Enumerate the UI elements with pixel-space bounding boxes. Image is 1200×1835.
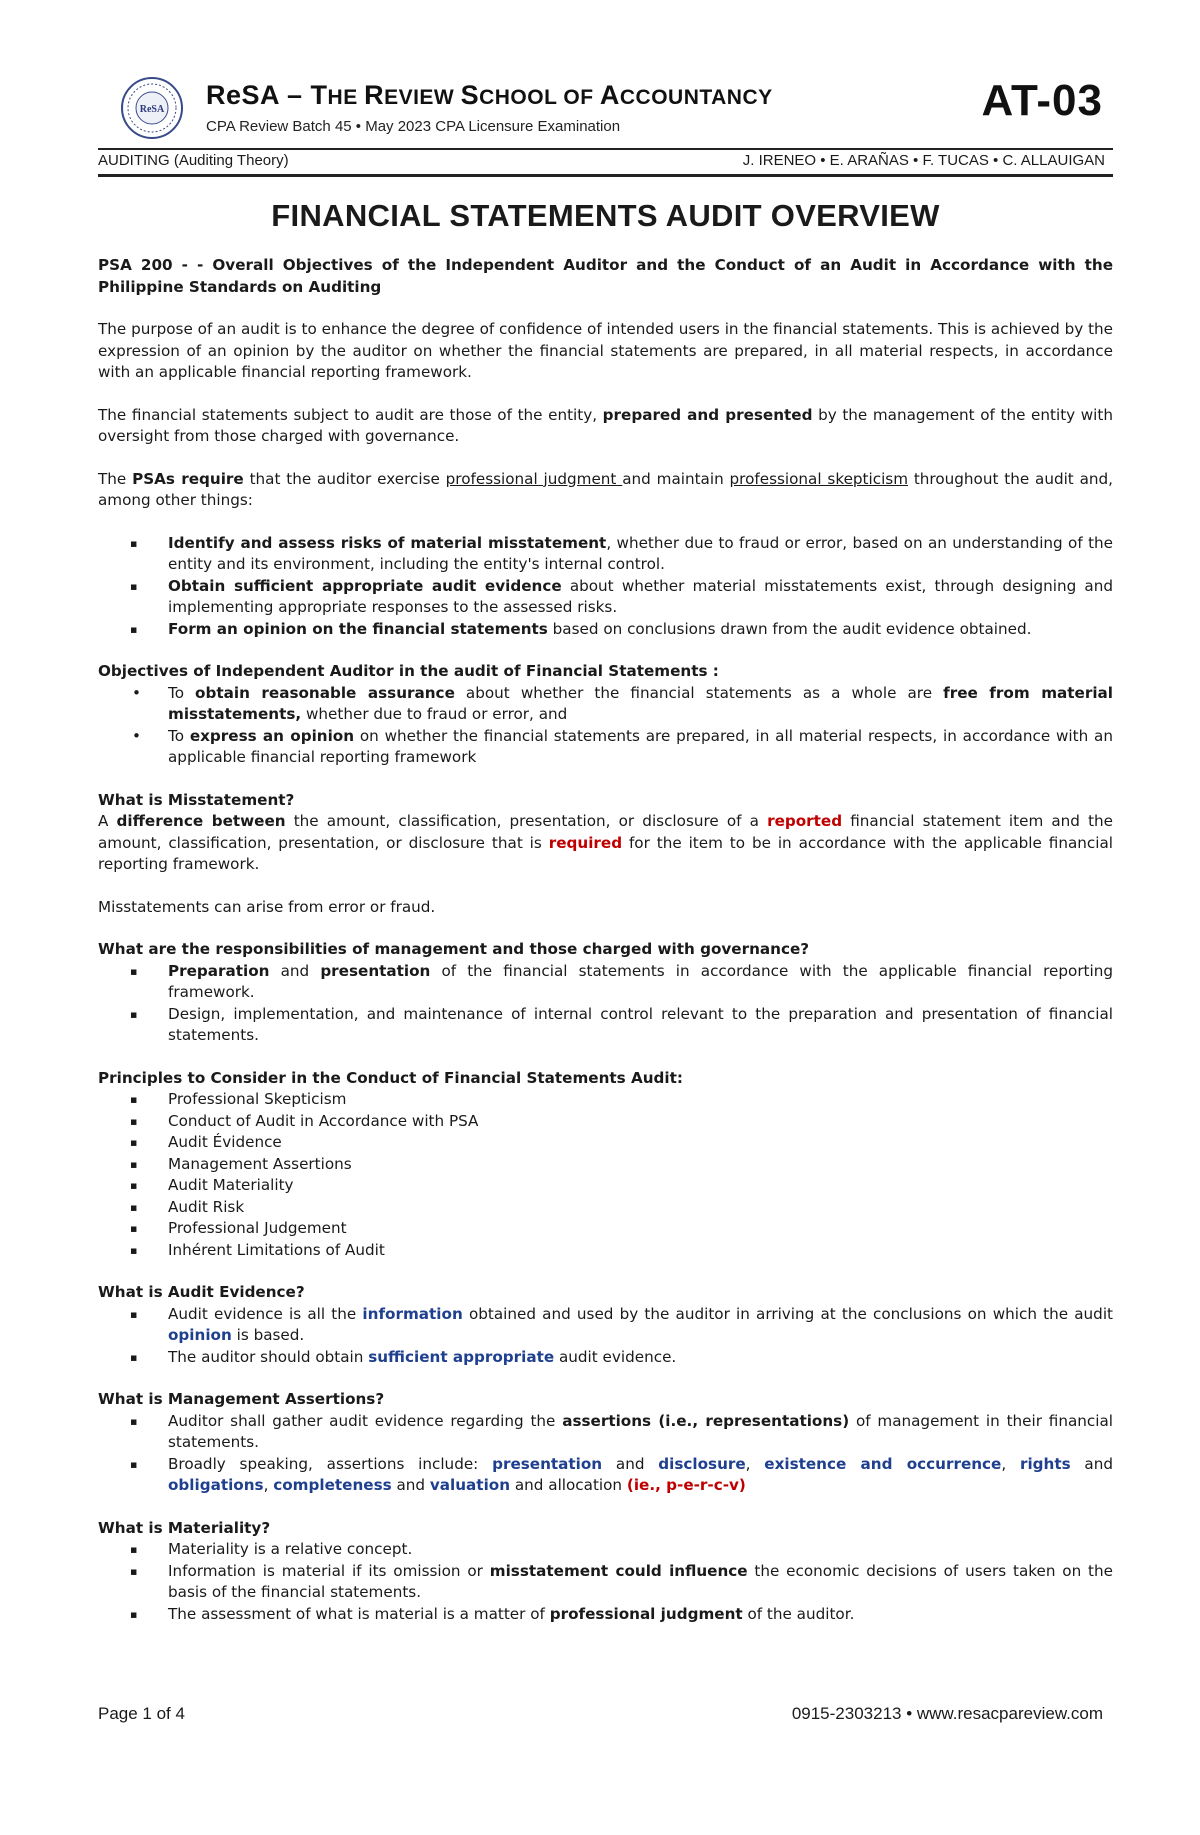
list-item: ▪ Management Assertions <box>130 1154 352 1173</box>
list-item: ▪ Audit evidence is all the information obtained and used by the auditor in arriving at the conclusions on which the audit opinion is based. <box>130 1304 1113 1344</box>
list-item: • To obtain reasonable assurance about whether the financial statements as a whole are free from material misstatements, whether due to fraud or error, and <box>132 683 1113 723</box>
document-body <box>98 255 1113 1625</box>
document-page <box>98 70 1114 1623</box>
bullet-list <box>98 961 1113 1047</box>
list-item: ▪ Conduct of Audit in Accordance with PSA <box>130 1111 479 1130</box>
section-heading: Objectives of Independent Auditor in the audit of Financial Statements : <box>98 662 719 680</box>
batch-line: CPA Review Batch 45 • May 2023 CPA Licensure Examination <box>206 118 621 135</box>
subheader-rule <box>98 174 1113 177</box>
list-item: ▪ The auditor should obtain sufficient appropriate audit evidence. <box>130 1347 677 1366</box>
list-item: ▪ Broadly speaking, assertions include: presentation and disclosure, existence and occurrence, rights and obligations, completeness and valuation and allocation (ie., p-e-r-c-v) <box>130 1454 1114 1494</box>
list-item: ▪ Identify and assess risks of material misstatement, whether due to fraud or error, based on an understanding of the entity and its environment, including the entity's internal control. <box>130 533 1113 573</box>
list-item: ▪ Information is material if its omission or misstatement could influence the economic decisions of users taken on the basis of the financial statements. <box>130 1561 1113 1601</box>
list-item: ▪ Audit Évidence <box>130 1133 282 1151</box>
module-code: AT-03 <box>981 76 1103 125</box>
list-item: ▪ Form an opinion on the financial statements based on conclusions drawn from the audit evidence obtained. <box>130 619 1032 638</box>
section-heading: What are the responsibilities of management and those charged with governance? <box>98 940 810 958</box>
bullet-list <box>98 683 1113 769</box>
bullet-list <box>98 1539 1113 1625</box>
subject-row <box>98 148 1113 174</box>
section-heading: PSA 200 - - Overall Objectives of the Independent Auditor and the Conduct of an Audit in Accordance with the Philippine Standards on Auditing <box>98 256 1113 296</box>
list-item: ▪ Audit Materiality <box>130 1176 294 1194</box>
list-item: ▪ Materiality is a relative concept. <box>130 1540 413 1558</box>
section-heading: What is Audit Evidence? <box>98 1283 305 1301</box>
contact-info: 0915-2303213 • www.resacpareview.com <box>791 1704 1103 1723</box>
paragraph: Misstatements can arise from error or fraud. <box>98 897 436 916</box>
bullet-list <box>98 1304 1113 1369</box>
bullet-list <box>98 533 1113 641</box>
list-item: ▪ Preparation and presentation of the financial statements in accordance with the applicable financial reporting framework. <box>130 961 1113 1001</box>
paragraph: The financial statements subject to audit are those of the entity, prepared and presented by the management of the entity with oversight from those charged with governance. <box>98 405 1113 445</box>
section-heading: What is Materiality? <box>98 1518 271 1537</box>
resa-logo <box>120 76 184 140</box>
list-item: ▪ Obtain sufficient appropriate audit evidence about whether material misstatements exist, through designing and implementing appropriate responses to the assessed risks. <box>130 576 1113 616</box>
paragraph: The purpose of an audit is to enhance the degree of confidence of intended users in the financial statements. This is achieved by the expression of an opinion by the auditor on whether the financial statements are prepared, in all material respects, in accordance with an applicable financial reporting framework. <box>98 320 1113 381</box>
paragraph: The PSAs require that the auditor exercise professional judgment and maintain professional skepticism throughout the audit and, among other things: <box>98 469 1113 509</box>
list-item: • To express an opinion on whether the financial statements are prepared, in all material respects, in accordance with an applicable financial reporting framework <box>132 726 1113 766</box>
page-number: Page 1 of 4 <box>98 1704 185 1723</box>
svg-text:ReSA: ReSA <box>139 104 165 115</box>
authors: J. IRENEO • E. ARAÑAS • F. TUCAS • C. ALLAUIGAN <box>742 152 1105 169</box>
school-name: ReSA – THE REVIEW SCHOOL OF ACCOUNTANCY <box>206 80 773 110</box>
list-item: ▪ Inhérent Limitations of Audit <box>130 1240 385 1259</box>
bullet-list <box>98 1411 1113 1497</box>
subject: AUDITING (Auditing Theory) <box>98 152 289 169</box>
section-heading: Principles to Consider in the Conduct of Financial Statements Audit: <box>98 1068 683 1087</box>
document-header <box>98 70 1113 146</box>
list-item: ▪ Professional Skepticism <box>130 1090 347 1108</box>
list-item: ▪ Design, implementation, and maintenance of internal control relevant to the preparation and presentation of financial statements. <box>130 1004 1113 1044</box>
list-item: ▪ Professional Judgement <box>130 1219 347 1237</box>
section-heading: What is Management Assertions? <box>98 1390 385 1408</box>
list-item: ▪ The assessment of what is material is a matter of professional judgment of the auditor. <box>130 1604 855 1623</box>
list-item: ▪ Auditor shall gather audit evidence regarding the assertions (i.e., representations) of management in their financial statements. <box>130 1411 1113 1451</box>
document-title: FINANCIAL STATEMENTS AUDIT OVERVIEW <box>271 198 940 233</box>
list-item: ▪ Audit Risk <box>130 1197 245 1216</box>
bullet-list <box>98 1089 1113 1261</box>
section-heading: What is Misstatement? <box>98 790 295 809</box>
paragraph: A difference between the amount, classification, presentation, or disclosure of a reported financial statement item and the amount, classification, presentation, or disclosure that is required for the item to be in accordance with the applicable financial reporting framework. <box>98 812 1113 873</box>
